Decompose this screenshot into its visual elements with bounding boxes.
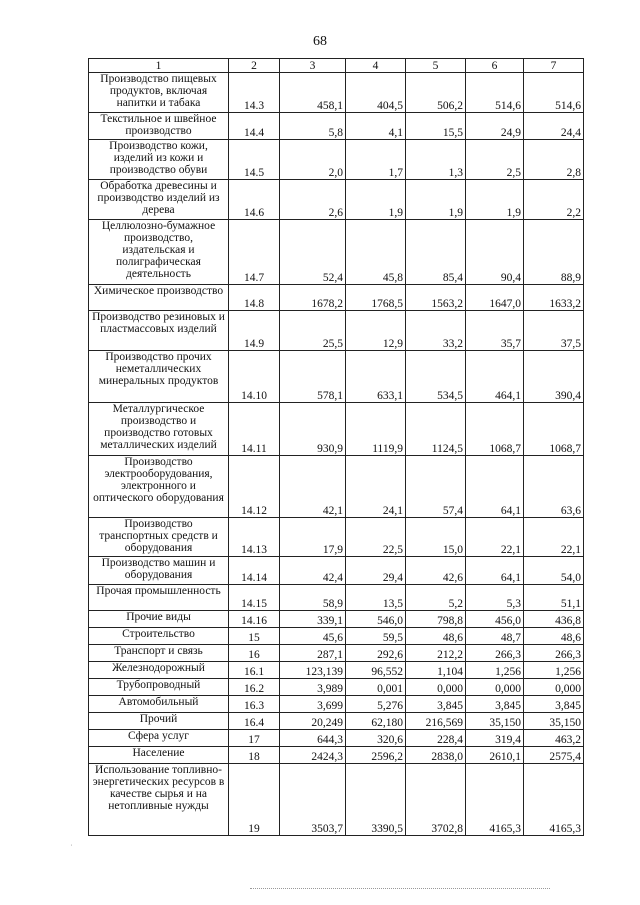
row-label: Транспорт и связь bbox=[89, 645, 229, 662]
value-cell: 514,6 bbox=[524, 73, 584, 113]
row-label: Производство прочих неметаллических минеральных продуктов bbox=[89, 351, 229, 403]
table-row bbox=[89, 679, 584, 696]
table-row bbox=[89, 285, 584, 311]
row-label: Автомобильный bbox=[89, 696, 229, 713]
value-cell: 319,4 bbox=[466, 730, 524, 747]
row-label: Строительство bbox=[89, 628, 229, 645]
row-code: 14.15 bbox=[229, 585, 280, 611]
value-cell: 62,180 bbox=[346, 713, 406, 730]
table-row bbox=[89, 730, 584, 747]
value-cell: 12,9 bbox=[346, 311, 406, 351]
value-cell: 35,7 bbox=[466, 311, 524, 351]
table-row bbox=[89, 113, 584, 140]
header-cell: 5 bbox=[406, 59, 466, 73]
value-cell: 15,5 bbox=[406, 113, 466, 140]
value-cell: 5,3 bbox=[466, 585, 524, 611]
value-cell: 37,5 bbox=[524, 311, 584, 351]
row-code: 14.16 bbox=[229, 611, 280, 628]
row-label: Текстильное и швейное производство bbox=[89, 113, 229, 140]
value-cell: 24,9 bbox=[466, 113, 524, 140]
value-cell: 85,4 bbox=[406, 220, 466, 285]
value-cell: 212,2 bbox=[406, 645, 466, 662]
row-label: Производство электрооборудования, электронного и оптического оборудования bbox=[89, 456, 229, 518]
value-cell: 2596,2 bbox=[346, 747, 406, 764]
value-cell: 3390,5 bbox=[346, 764, 406, 836]
value-cell: 2424,3 bbox=[280, 747, 346, 764]
value-cell: 1633,2 bbox=[524, 285, 584, 311]
value-cell: 20,249 bbox=[280, 713, 346, 730]
value-cell: 404,5 bbox=[346, 73, 406, 113]
value-cell: 35,150 bbox=[466, 713, 524, 730]
table-row bbox=[89, 764, 584, 836]
value-cell: 5,276 bbox=[346, 696, 406, 713]
value-cell: 456,0 bbox=[466, 611, 524, 628]
value-cell: 42,6 bbox=[406, 557, 466, 585]
value-cell: 2,2 bbox=[524, 180, 584, 220]
value-cell: 24,4 bbox=[524, 113, 584, 140]
table-row bbox=[89, 713, 584, 730]
value-cell: 4165,3 bbox=[524, 764, 584, 836]
header-row bbox=[89, 59, 584, 73]
value-cell: 4165,3 bbox=[466, 764, 524, 836]
row-code: 14.5 bbox=[229, 140, 280, 180]
table-row bbox=[89, 557, 584, 585]
value-cell: 0,000 bbox=[406, 679, 466, 696]
value-cell: 2,8 bbox=[524, 140, 584, 180]
value-cell: 578,1 bbox=[280, 351, 346, 403]
value-cell: 57,4 bbox=[406, 456, 466, 518]
value-cell: 24,1 bbox=[346, 456, 406, 518]
value-cell: 33,2 bbox=[406, 311, 466, 351]
value-cell: 1768,5 bbox=[346, 285, 406, 311]
value-cell: 3,699 bbox=[280, 696, 346, 713]
value-cell: 2610,1 bbox=[466, 747, 524, 764]
value-cell: 266,3 bbox=[466, 645, 524, 662]
value-cell: 2838,0 bbox=[406, 747, 466, 764]
value-cell: 1678,2 bbox=[280, 285, 346, 311]
value-cell: 436,8 bbox=[524, 611, 584, 628]
row-label: Производство транспортных средств и оборудования bbox=[89, 518, 229, 557]
row-code: 14.10 bbox=[229, 351, 280, 403]
row-label: Целлюлозно-бумажное производство, издательская и полиграфическая деятельность bbox=[89, 220, 229, 285]
value-cell: 48,7 bbox=[466, 628, 524, 645]
header-cell: 6 bbox=[466, 59, 524, 73]
table-row bbox=[89, 645, 584, 662]
value-cell: 633,1 bbox=[346, 351, 406, 403]
energy-consumption-table bbox=[88, 58, 584, 836]
row-label: Железнодорожный bbox=[89, 662, 229, 679]
value-cell: 287,1 bbox=[280, 645, 346, 662]
value-cell: 1,9 bbox=[346, 180, 406, 220]
header-cell: 3 bbox=[280, 59, 346, 73]
value-cell: 22,1 bbox=[466, 518, 524, 557]
row-code: 14.14 bbox=[229, 557, 280, 585]
value-cell: 1,9 bbox=[406, 180, 466, 220]
value-cell: 1124,5 bbox=[406, 403, 466, 456]
value-cell: 506,2 bbox=[406, 73, 466, 113]
row-label: Трубопроводный bbox=[89, 679, 229, 696]
table-row bbox=[89, 518, 584, 557]
value-cell: 90,4 bbox=[466, 220, 524, 285]
row-code: 14.13 bbox=[229, 518, 280, 557]
row-label: Сфера услуг bbox=[89, 730, 229, 747]
value-cell: 1,256 bbox=[466, 662, 524, 679]
value-cell: 514,6 bbox=[466, 73, 524, 113]
value-cell: 3,845 bbox=[406, 696, 466, 713]
value-cell: 3,845 bbox=[466, 696, 524, 713]
table-row bbox=[89, 73, 584, 113]
row-code: 19 bbox=[229, 764, 280, 836]
row-code: 16.4 bbox=[229, 713, 280, 730]
row-label: Производство резиновых и пластмассовых изделий bbox=[89, 311, 229, 351]
value-cell: 48,6 bbox=[406, 628, 466, 645]
header-cell: 2 bbox=[229, 59, 280, 73]
page-number: 68 bbox=[313, 34, 327, 49]
value-cell: 48,6 bbox=[524, 628, 584, 645]
row-code: 14.6 bbox=[229, 180, 280, 220]
row-label: Производство машин и оборудования bbox=[89, 557, 229, 585]
value-cell: 45,8 bbox=[346, 220, 406, 285]
table-row bbox=[89, 696, 584, 713]
row-code: 16.3 bbox=[229, 696, 280, 713]
table-row bbox=[89, 628, 584, 645]
value-cell: 798,8 bbox=[406, 611, 466, 628]
value-cell: 534,5 bbox=[406, 351, 466, 403]
value-cell: 1,104 bbox=[406, 662, 466, 679]
value-cell: 292,6 bbox=[346, 645, 406, 662]
value-cell: 0,000 bbox=[466, 679, 524, 696]
footer-artifact bbox=[250, 888, 550, 891]
value-cell: 3,845 bbox=[524, 696, 584, 713]
value-cell: 4,1 bbox=[346, 113, 406, 140]
row-code: 16.1 bbox=[229, 662, 280, 679]
value-cell: 58,9 bbox=[280, 585, 346, 611]
row-code: 17 bbox=[229, 730, 280, 747]
value-cell: 1068,7 bbox=[466, 403, 524, 456]
value-cell: 320,6 bbox=[346, 730, 406, 747]
value-cell: 228,4 bbox=[406, 730, 466, 747]
value-cell: 42,1 bbox=[280, 456, 346, 518]
value-cell: 266,3 bbox=[524, 645, 584, 662]
table-row bbox=[89, 351, 584, 403]
row-code: 14.11 bbox=[229, 403, 280, 456]
value-cell: 22,1 bbox=[524, 518, 584, 557]
row-code: 14.4 bbox=[229, 113, 280, 140]
value-cell: 464,1 bbox=[466, 351, 524, 403]
value-cell: 45,6 bbox=[280, 628, 346, 645]
row-label: Производство пищевых продуктов, включая напитки и табака bbox=[89, 73, 229, 113]
value-cell: 3,989 bbox=[280, 679, 346, 696]
value-cell: 63,6 bbox=[524, 456, 584, 518]
value-cell: 1,256 bbox=[524, 662, 584, 679]
value-cell: 390,4 bbox=[524, 351, 584, 403]
value-cell: 64,1 bbox=[466, 456, 524, 518]
value-cell: 1068,7 bbox=[524, 403, 584, 456]
row-code: 14.9 bbox=[229, 311, 280, 351]
value-cell: 42,4 bbox=[280, 557, 346, 585]
value-cell: 463,2 bbox=[524, 730, 584, 747]
row-code: 16 bbox=[229, 645, 280, 662]
value-cell: 2,0 bbox=[280, 140, 346, 180]
value-cell: 15,0 bbox=[406, 518, 466, 557]
value-cell: 22,5 bbox=[346, 518, 406, 557]
table-row bbox=[89, 611, 584, 628]
header-cell: 4 bbox=[346, 59, 406, 73]
row-code: 14.7 bbox=[229, 220, 280, 285]
value-cell: 35,150 bbox=[524, 713, 584, 730]
value-cell: 59,5 bbox=[346, 628, 406, 645]
header-cell: 7 bbox=[524, 59, 584, 73]
row-label: Химическое производство bbox=[89, 285, 229, 311]
value-cell: 64,1 bbox=[466, 557, 524, 585]
value-cell: 25,5 bbox=[280, 311, 346, 351]
table-row bbox=[89, 403, 584, 456]
value-cell: 3503,7 bbox=[280, 764, 346, 836]
value-cell: 1119,9 bbox=[346, 403, 406, 456]
row-label: Прочая промышленность bbox=[89, 585, 229, 611]
value-cell: 29,4 bbox=[346, 557, 406, 585]
row-code: 16.2 bbox=[229, 679, 280, 696]
value-cell: 5,8 bbox=[280, 113, 346, 140]
value-cell: 930,9 bbox=[280, 403, 346, 456]
row-label: Прочие виды bbox=[89, 611, 229, 628]
table-row bbox=[89, 662, 584, 679]
row-label: Производство кожи, изделий из кожи и производство обуви bbox=[89, 140, 229, 180]
row-code: 14.12 bbox=[229, 456, 280, 518]
value-cell: 88,9 bbox=[524, 220, 584, 285]
value-cell: 54,0 bbox=[524, 557, 584, 585]
scan-artifact: ˙ bbox=[70, 843, 73, 852]
value-cell: 0,001 bbox=[346, 679, 406, 696]
value-cell: 644,3 bbox=[280, 730, 346, 747]
value-cell: 339,1 bbox=[280, 611, 346, 628]
row-code: 18 bbox=[229, 747, 280, 764]
value-cell: 51,1 bbox=[524, 585, 584, 611]
row-code: 14.8 bbox=[229, 285, 280, 311]
value-cell: 546,0 bbox=[346, 611, 406, 628]
value-cell: 216,569 bbox=[406, 713, 466, 730]
value-cell: 3702,8 bbox=[406, 764, 466, 836]
value-cell: 2,6 bbox=[280, 180, 346, 220]
value-cell: 1647,0 bbox=[466, 285, 524, 311]
value-cell: 458,1 bbox=[280, 73, 346, 113]
value-cell: 96,552 bbox=[346, 662, 406, 679]
value-cell: 1,9 bbox=[466, 180, 524, 220]
table-row bbox=[89, 220, 584, 285]
table-row bbox=[89, 456, 584, 518]
value-cell: 2575,4 bbox=[524, 747, 584, 764]
table-row bbox=[89, 311, 584, 351]
row-label: Население bbox=[89, 747, 229, 764]
value-cell: 13,5 bbox=[346, 585, 406, 611]
row-label: Обработка древесины и производство изделий из дерева bbox=[89, 180, 229, 220]
row-code: 14.3 bbox=[229, 73, 280, 113]
table-row bbox=[89, 585, 584, 611]
table-row bbox=[89, 747, 584, 764]
row-label: Использование топливно-энергетических ресурсов в качестве сырья и на нетопливные нужды bbox=[89, 764, 229, 836]
value-cell: 0,000 bbox=[524, 679, 584, 696]
row-label: Прочий bbox=[89, 713, 229, 730]
value-cell: 52,4 bbox=[280, 220, 346, 285]
value-cell: 1,3 bbox=[406, 140, 466, 180]
value-cell: 2,5 bbox=[466, 140, 524, 180]
table-row bbox=[89, 180, 584, 220]
header-cell: 1 bbox=[89, 59, 229, 73]
value-cell: 1,7 bbox=[346, 140, 406, 180]
value-cell: 123,139 bbox=[280, 662, 346, 679]
value-cell: 17,9 bbox=[280, 518, 346, 557]
value-cell: 1563,2 bbox=[406, 285, 466, 311]
table-row bbox=[89, 140, 584, 180]
value-cell: 5,2 bbox=[406, 585, 466, 611]
row-label: Металлургическое производство и производство готовых металлических изделий bbox=[89, 403, 229, 456]
row-code: 15 bbox=[229, 628, 280, 645]
